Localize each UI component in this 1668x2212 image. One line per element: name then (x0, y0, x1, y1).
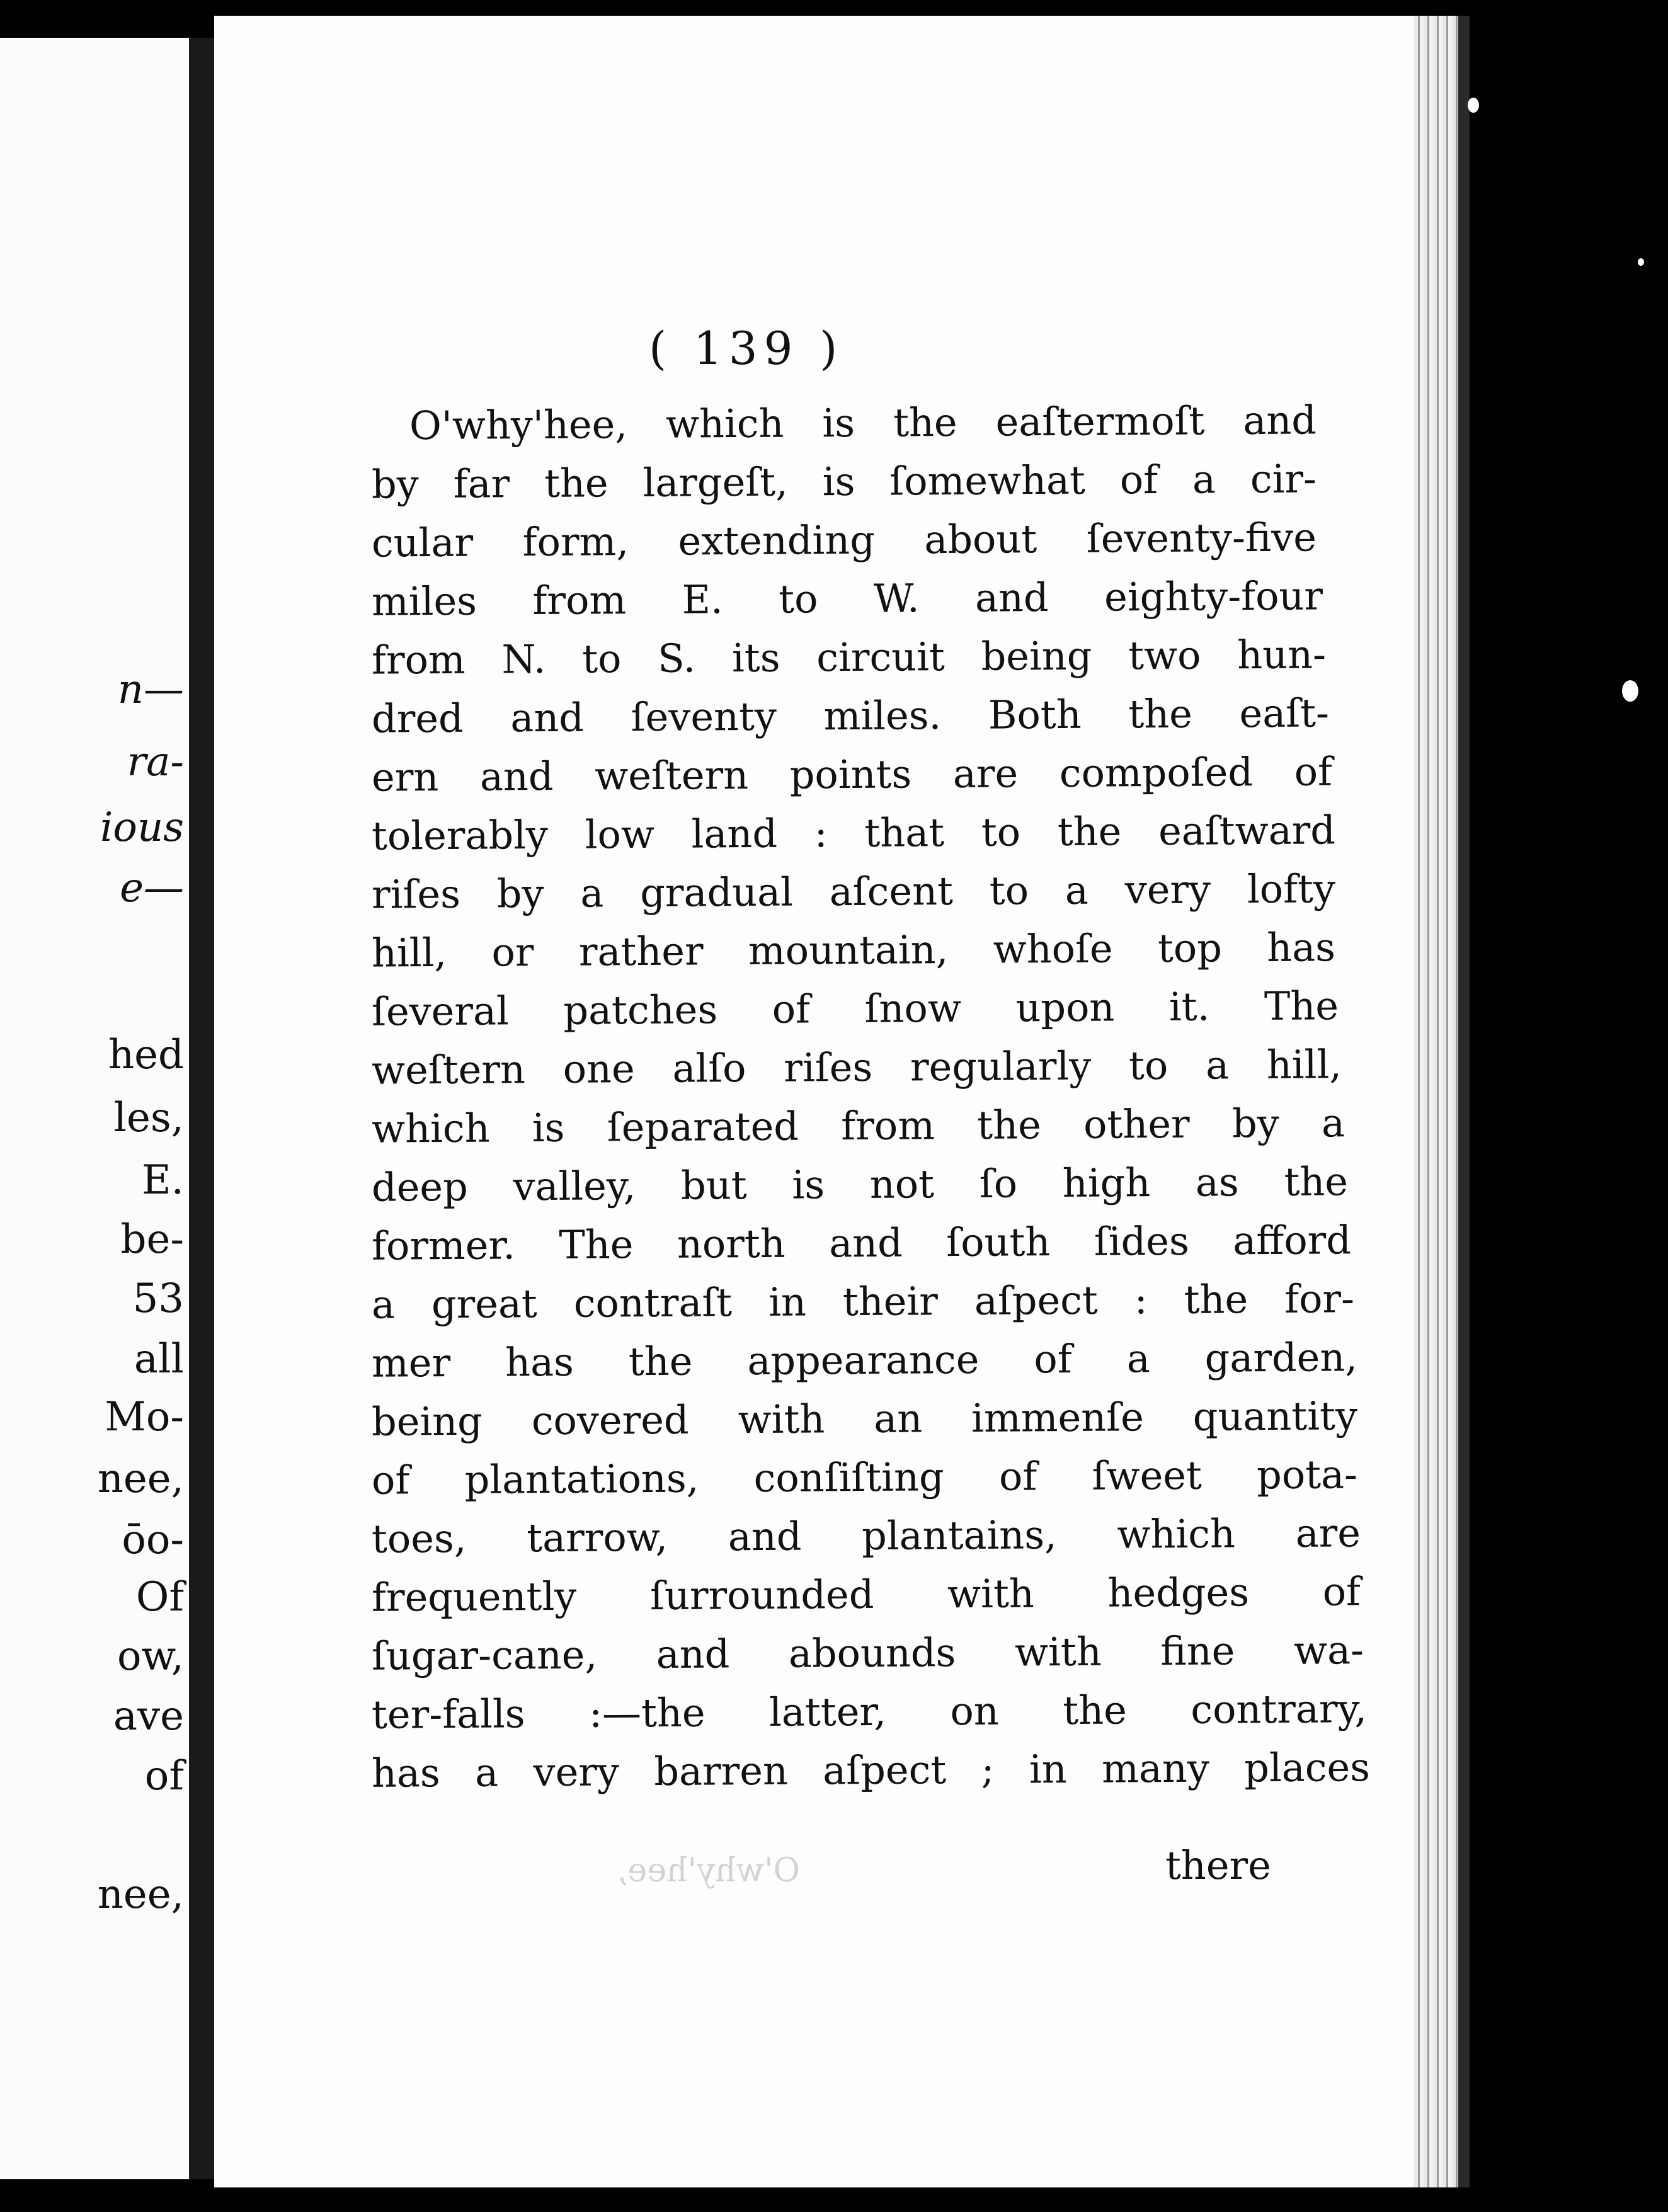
text-line: riſes by a gradual aſcent to a very lofty (371, 865, 1336, 918)
dust-speck (1638, 258, 1644, 266)
text-line: of plantations, conſiſting of ſweet pota- (371, 1451, 1358, 1503)
gutter-shadow (189, 38, 214, 2179)
text-line: tolerably low land : that to the eaſtward (371, 807, 1336, 859)
facing-fragment: all (134, 1336, 184, 1382)
facing-fragment: e— (120, 865, 184, 911)
facing-fragment: ra- (127, 739, 184, 785)
text-line: ſugar-cane, and abounds with fine wa- (371, 1627, 1364, 1679)
facing-fragment: n— (117, 666, 184, 713)
facing-fragment: Mo- (105, 1394, 184, 1440)
text-line: deep valley, but is not ſo high as the (371, 1158, 1349, 1211)
facing-fragment: ave (113, 1693, 184, 1740)
facing-fragment: E. (141, 1157, 184, 1204)
text-line: ern and weſtern points are compoſed of (371, 748, 1333, 801)
dust-speck (1622, 680, 1638, 702)
facing-page (0, 38, 189, 2179)
text-line: from N. to S. its circuit being two hun- (371, 631, 1327, 683)
text-line: cular form, extending about ſeventy-five (371, 514, 1317, 566)
text-line: frequently ſurrounded with hedges of (371, 1568, 1361, 1621)
text-line: which is ſeparated from the other by a (371, 1100, 1345, 1152)
text-line: hill, or rather mountain, whoſe top has (371, 924, 1336, 976)
facing-fragment: nee, (97, 1456, 184, 1502)
dust-speck (1468, 98, 1479, 113)
text-line: ter-falls :—the latter, on the contrary, (371, 1685, 1368, 1738)
facing-fragment: be- (120, 1216, 184, 1263)
binding-edge (1458, 16, 1470, 2187)
facing-fragment: Of (135, 1574, 184, 1621)
text-line: miles from E. to W. and eighty-four (371, 573, 1323, 625)
book-page (214, 16, 1414, 2187)
body-text (372, 394, 1392, 1799)
text-line: by far the largeſt, is ſomewhat of a cir- (371, 455, 1317, 508)
text-line: O'why'hee, which is the eaſtermoſt and (409, 397, 1317, 449)
page-edges (1414, 16, 1458, 2187)
facing-fragment: ious (100, 804, 184, 851)
facing-fragment: ow, (117, 1633, 184, 1680)
text-line: former. The north and ſouth ſides afford (371, 1217, 1352, 1269)
text-line: dred and ſeventy miles. Both the eaſt- (371, 690, 1330, 742)
facing-fragment: ōo- (122, 1517, 184, 1563)
facing-fragment: 53 (132, 1275, 184, 1322)
text-line: has a very barren aſpect ; in many places (371, 1744, 1371, 1796)
catchword: there (1165, 1842, 1271, 1888)
text-line: ſeveral patches of ſnow upon it. The (371, 983, 1339, 1035)
facing-fragment: of (144, 1753, 184, 1799)
text-line: mer has the appearance of a garden, (371, 1334, 1358, 1386)
facing-fragment: nee, (97, 1871, 184, 1918)
bleed-through-text: O'why'hee, (617, 1852, 801, 1890)
text-line: a great contraſt in their aſpect : the for- (371, 1275, 1355, 1328)
facing-fragment: hed (108, 1032, 184, 1078)
text-line: weſtern one alſo riſes regularly to a hill, (371, 1041, 1342, 1093)
facing-fragment: les, (113, 1095, 184, 1141)
text-line: being covered with an immenſe quantity (371, 1393, 1358, 1445)
text-line: toes, tarrow, and plantains, which are (371, 1510, 1361, 1562)
page-number: ( 139 ) (649, 322, 844, 375)
